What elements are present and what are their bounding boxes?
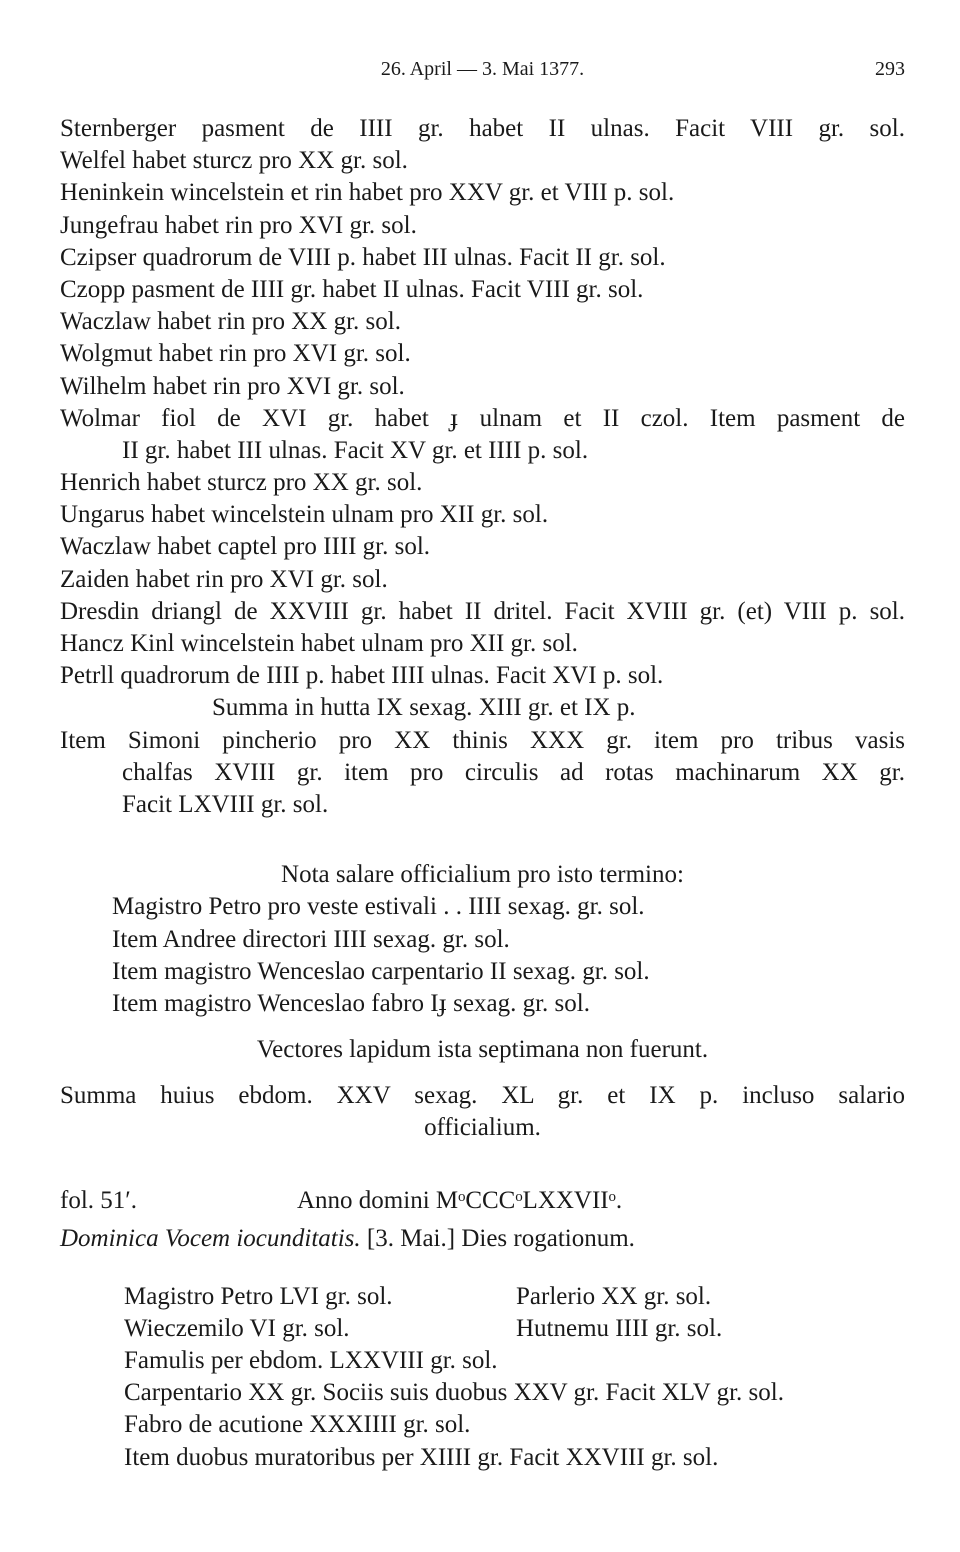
account-line: II gr. habet III ulnas. Facit XV gr. et IIII p. sol. (122, 436, 589, 464)
account-line: Waczlaw habet captel pro IIII gr. sol. (60, 533, 431, 561)
account-line: Jungefrau habet rin pro XVI gr. sol. (60, 211, 417, 239)
account-line: Wolgmut habet rin pro XVI gr. sol. (60, 340, 411, 368)
summa-line-continued: officialium. (424, 1114, 541, 1142)
entry-right: Hutnemu IIII gr. sol. (516, 1314, 723, 1342)
account-line: Wolmar fiol de XVI gr. habet ɟ ulnam et II czol. Item pasment de (60, 404, 905, 432)
account-line: Waczlaw habet rin pro XX gr. sol. (60, 308, 401, 336)
dateline (60, 1219, 905, 1259)
account-line: Ungarus habet wincelstein ulnam pro XII gr. sol. (60, 501, 549, 529)
account-line: Heninkein wincelstein et rin habet pro XXV gr. et VIII p. sol. (60, 179, 675, 207)
account-line: Czipser quadrorum de VIII p. habet III ulnas. Facit II gr. sol. (60, 243, 666, 271)
list-item: Famulis per ebdom. LXXVIII gr. sol. (124, 1347, 498, 1374)
account-line: Petrll quadrorum de IIII p. habet IIII ulnas. Facit XVI p. sol. (60, 662, 664, 690)
vectores-line: Vectores lapidum ista septimana non fuerunt. (256, 1036, 709, 1064)
entry-left: Magistro Petro LVI gr. sol. (124, 1282, 393, 1310)
nota-item: Item magistro Wenceslao fabro Iɟ sexag. gr. sol. (112, 989, 590, 1017)
anno-domini: Anno domini MᵒCCCᵒLXXVIIᵒ. (297, 1186, 623, 1214)
account-line: Dresdin driangl de XXVIII gr. habet II dritel. Facit XVIII gr. (et) VIII p. sol. (60, 597, 905, 625)
list-item (124, 1313, 905, 1345)
payment-entries (60, 1281, 905, 1474)
nota-item: Magistro Petro pro veste estivali . . IIII sexag. gr. sol. (112, 893, 645, 921)
list-item: Item duobus muratoribus per XIIII gr. Facit XXVIII gr. sol. (124, 1443, 719, 1471)
account-line: Item Simoni pincherio pro XX thinis XXX gr. item pro tribus vasis (60, 726, 905, 754)
nota-item: Item magistro Wenceslao carpentario II sexag. gr. sol. (112, 957, 650, 985)
account-line: Sternberger pasment de IIII gr. habet II ulnas. Facit VIII gr. sol. (60, 115, 905, 142)
page-number: 293 (875, 58, 905, 80)
page-body (60, 113, 905, 1474)
account-line: Wilhelm habet rin pro XVI gr. sol. (60, 372, 405, 400)
account-line: Henrich habet sturcz pro XX gr. sol. (60, 469, 423, 497)
nota-heading: Nota salare officialium pro isto termino: (281, 861, 684, 889)
dies-rogationum: Dies rogationum. (461, 1224, 635, 1252)
folio-reference: fol. 51′. (60, 1186, 137, 1214)
running-title: 26. April — 3. Mai 1377. (380, 58, 585, 80)
account-line: Facit LXVIII gr. sol. (122, 790, 329, 818)
nota-item: Item Andree directori IIII sexag. gr. sol. (112, 925, 510, 953)
account-line: Welfel habet sturcz pro XX gr. sol. (60, 147, 408, 175)
summa-line: Summa huius ebdom. XXV sexag. XL gr. et IX p. incluso salario (60, 1082, 905, 1110)
account-line: Czopp pasment de IIII gr. habet II ulnas. Facit VIII gr. sol. (60, 275, 644, 303)
list-item: Carpentario XX gr. Sociis suis duobus XXV gr. Facit XLV gr. sol. (124, 1379, 784, 1407)
account-line: Hancz Kinl wincelstein habet ulnam pro XII gr. sol. (60, 630, 578, 657)
date-bracket: [3. Mai.] (366, 1224, 456, 1252)
page-header (60, 58, 905, 90)
dominica-title: Dominica Vocem iocunditatis. (60, 1224, 361, 1252)
nota-list (60, 891, 905, 1020)
folio-row (60, 1183, 905, 1219)
account-line: Summa in hutta IX sexag. XIII gr. et IX p. (212, 694, 636, 722)
account-line: Zaiden habet rin pro XVI gr. sol. (60, 565, 388, 593)
list-item (124, 1281, 905, 1313)
entry-right: Parlerio XX gr. sol. (516, 1282, 712, 1310)
list-item: Fabro de acutione XXXIIII gr. sol. (124, 1411, 471, 1439)
account-entries (60, 113, 905, 821)
account-line: chalfas XVIII gr. item pro circulis ad rotas machinarum XX gr. (122, 758, 905, 786)
entry-left: Wieczemilo VI gr. sol. (124, 1314, 350, 1342)
